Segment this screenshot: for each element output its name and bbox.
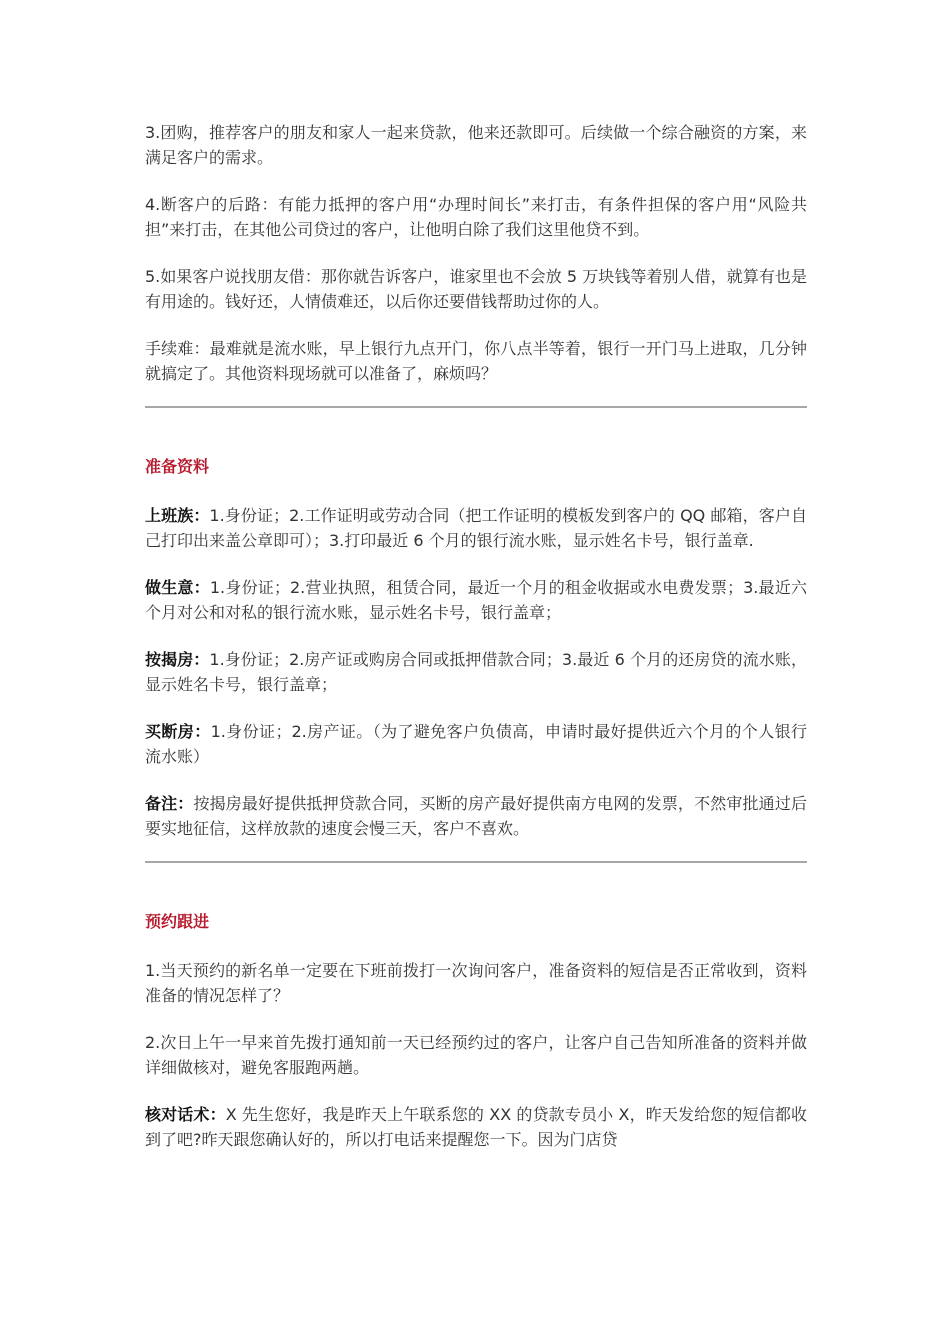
paragraph-cut-retreat: 4.断客户的后路：有能力抵押的客户用“办理时间长”来打击，有条件担保的客户用“风险共担”来打击，在其他公司贷过的客户，让他明白除了我们这里他贷不到。 bbox=[145, 195, 807, 239]
label-remark: 备注： bbox=[145, 794, 194, 813]
followup-paragraph-1: 1.当天预约的新名单一定要在下班前拨打一次询问客户，准备资料的短信是否正常收到，资料准备的情况怎样了？ bbox=[145, 961, 807, 1005]
section-divider bbox=[145, 861, 807, 863]
section-divider bbox=[145, 406, 807, 408]
text-business: 1.身份证；2.营业执照，租赁合同，最近一个月的租金收据或水电费发票；3.最近六个月对公和对私的银行流水账，显示姓名卡号，银行盖章； bbox=[145, 578, 807, 622]
text-mortgage-house: 1.身份证；2.房产证或购房合同或抵押借款合同；3.最近 6 个月的还房贷的流水账，显示姓名卡号，银行盖章； bbox=[145, 650, 807, 694]
materials-business bbox=[145, 575, 807, 625]
materials-mortgage-house bbox=[145, 647, 807, 697]
paragraph-group-buy: 3.团购，推荐客户的朋友和家人一起来贷款，他来还款即可。后续做一个综合融资的方案，来满足客户的需求。 bbox=[145, 123, 807, 167]
paragraph-borrow-friends: 5.如果客户说找朋友借：那你就告诉客户，谁家里也不会放 5 万块钱等着别人借，就算有也是有用途的。钱好还，人情债难还，以后你还要借钱帮助过你的人。 bbox=[145, 267, 807, 311]
materials-remark bbox=[145, 791, 807, 841]
text-office-worker: 1.身份证；2.工作证明或劳动合同（把工作证明的模板发到客户的 QQ 邮箱，客户自己打印出来盖公章即可）；3.打印最近 6 个月的银行流水账，显示姓名卡号，银行盖章. bbox=[145, 506, 807, 550]
materials-owned-house bbox=[145, 719, 807, 769]
label-business: 做生意： bbox=[145, 578, 210, 597]
text-check-script: X 先生您好，我是昨天上午联系您的 XX 的贷款专员小 X，昨天发给您的短信都收到了吧?昨天跟您确认好的，所以打电话来提醒您一下。因为门店贷 bbox=[145, 1105, 807, 1149]
text-owned-house: 1.身份证；2.房产证。（为了避免客户负债高，申请时最好提供近六个月的个人银行流水账） bbox=[145, 722, 807, 766]
document-page bbox=[145, 120, 807, 1152]
text-remark: 按揭房最好提供抵押贷款合同，买断的房产最好提供南方电网的发票，不然审批通过后要实地征信，这样放款的速度会慢三天，客户不喜欢。 bbox=[145, 794, 807, 838]
followup-paragraph-2: 2.次日上午一早来首先拨打通知前一天已经预约过的客户，让客户自己告知所准备的资料并做详细做核对，避免客服跑两趟。 bbox=[145, 1033, 807, 1077]
paragraph-procedure-difficult: 手续难：最难就是流水账，早上银行九点开门，你八点半等着，银行一开门马上进取，几分钟就搞定了。其他资料现场就可以准备了，麻烦吗？ bbox=[145, 339, 807, 383]
section-title-followup: 预约跟进 bbox=[145, 912, 210, 931]
section-title-materials: 准备资料 bbox=[145, 457, 210, 476]
materials-office-worker bbox=[145, 503, 807, 553]
label-office-worker: 上班族： bbox=[145, 506, 210, 525]
label-mortgage-house: 按揭房： bbox=[145, 650, 210, 669]
followup-check-script bbox=[145, 1102, 807, 1152]
label-check-script: 核对话术： bbox=[145, 1105, 226, 1124]
label-owned-house: 买断房： bbox=[145, 722, 211, 741]
